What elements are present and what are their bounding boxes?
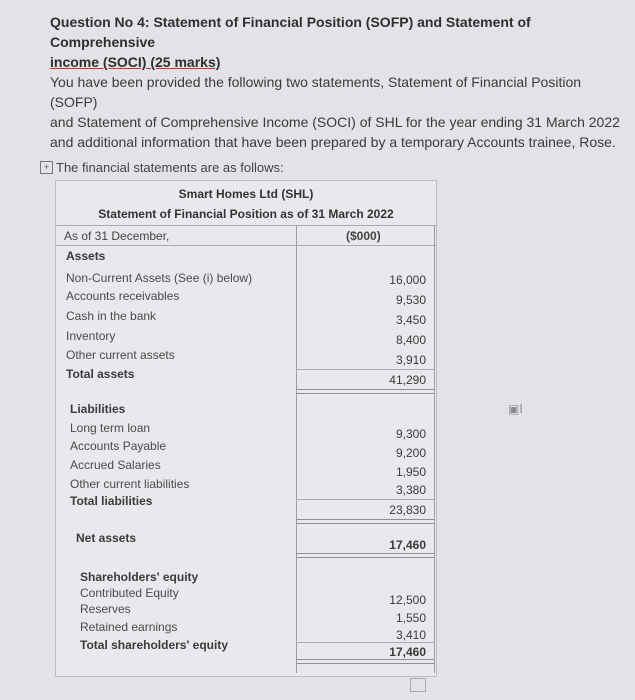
table-move-handle-icon[interactable]: +	[40, 161, 53, 174]
question-body: You have been provided the following two statements, Statement of Financial Position (SOFP) and Statement of Comprehensive Income (SOCI) of SHL for the year ending 31 March 2022 and additional information that have been prepared by a temporary Accounts trainee, Rose.	[50, 74, 620, 150]
asset-label: Accounts receivables	[66, 289, 180, 303]
liability-value: 9,200	[395, 446, 426, 460]
liability-label: Accrued Salaries	[70, 458, 161, 472]
sofp-table	[55, 180, 437, 677]
intro-line	[40, 160, 284, 175]
asset-value: 3,910	[395, 353, 426, 367]
total-assets-label: Total assets	[66, 367, 135, 381]
equity-label: Reserves	[80, 602, 131, 616]
column-divider	[296, 225, 297, 673]
header-rule	[56, 225, 436, 226]
table-resize-handle[interactable]	[410, 678, 426, 692]
liability-value: 3,380	[395, 483, 426, 497]
asset-value: 3,450	[395, 313, 426, 327]
asset-label: Non-Current Assets (See (i) below)	[66, 271, 253, 285]
liability-value: 1,950	[395, 465, 426, 479]
question-title-line2: income (SOCI) (25 marks)	[50, 54, 221, 70]
total-equity-label: Total shareholders' equity	[80, 638, 228, 652]
asset-label: Cash in the bank	[66, 309, 157, 323]
total-liabilities-value: 23,830	[389, 503, 426, 517]
equity-value: 1,550	[395, 611, 426, 625]
total-equity-value: 17,460	[389, 645, 426, 659]
header-rule-bottom	[56, 245, 436, 246]
liability-value: 9,300	[395, 427, 426, 441]
total-assets-value: 41,290	[389, 373, 426, 387]
asset-label: Inventory	[66, 329, 116, 343]
net-assets-value: 17,460	[389, 538, 426, 552]
asset-value: 9,530	[395, 293, 426, 307]
liability-label: Accounts Payable	[70, 439, 167, 453]
column-unit: ($000)	[346, 229, 381, 243]
asset-value: 8,400	[395, 333, 426, 347]
liability-label: Other current liabilities	[70, 477, 190, 491]
net-assets-label: Net assets	[76, 531, 137, 545]
company-name: Smart Homes Ltd (SHL)	[178, 187, 314, 201]
equity-heading: Shareholders' equity	[80, 570, 199, 584]
equity-value: 12,500	[389, 593, 426, 607]
assets-heading: Assets	[66, 249, 106, 263]
asset-label: Other current assets	[66, 348, 175, 362]
column-label: As of 31 December,	[64, 229, 170, 243]
question-title: Question No 4: Statement of Financial Position (SOFP) and Statement of Comprehensive income (SOCI) (25 marks)	[50, 12, 630, 72]
text-cursor-icon: ▣Ⅰ	[508, 402, 523, 416]
total-liabilities-label: Total liabilities	[70, 494, 153, 508]
statement-title: Statement of Financial Position as of 31 March 2022	[98, 207, 394, 221]
equity-value: 3,410	[395, 628, 426, 642]
question-text	[50, 12, 630, 152]
liability-label: Long term loan	[70, 421, 151, 435]
equity-label: Retained earnings	[80, 620, 178, 634]
equity-label: Contributed Equity	[80, 586, 179, 600]
liabilities-heading: Liabilities	[70, 402, 126, 416]
intro-text: The financial statements are as follows:	[56, 160, 284, 175]
column-divider-right	[434, 225, 435, 673]
asset-value: 16,000	[389, 273, 426, 287]
